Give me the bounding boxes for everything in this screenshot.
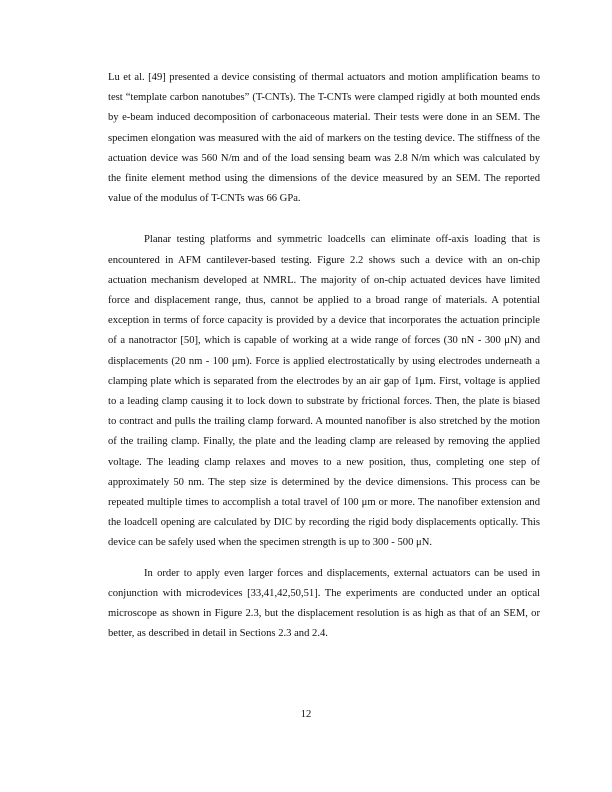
body-text xyxy=(108,68,540,644)
paragraph-planar-testing: Planar testing platforms and symmetric loadcells can eliminate off-axis loading that is encountered in AFM cantilever-based testing. Figure 2.2 shows such a device with an on-chip actuation mechanism developed at NMRL. The majority of on-chip actuated devices have limited force and displacement range, thus, cannot be applied to a broad range of materials. A potential exception in terms of force capacity is provided by a device that incorporates the actuation principle of a nanotractor [50], which is capable of working at a wide range of forces (30 nN - 300 μN) and displacements (20 nm - 100 μm). Force is applied electrostatically by using electrodes underneath a clamping plate which is separated from the electrodes by an air gap of 1μm. First, voltage is applied to a leading clamp causing it to lock down to substrate by frictional forces. Then, the plate is biased to contract and pulls the trailing clamp forward. A mounted nanofiber is also stretched by the motion of the trailing clamp. Finally, the plate and the leading clamp are released by removing the applied voltage. The leading clamp relaxes and moves to a new position, thus, completing one step of approximately 50 nm. The step size is determined by the device dimensions. This process can be repeated multiple times to accomplish a total travel of 100 μm or more. The nanofiber extension and the loadcell opening are calculated by DIC by recording the rigid body displacements optically. This device can be safely used when the specimen strength is up to 300 - 500 μN. xyxy=(108,234,540,549)
paragraph-spacer xyxy=(108,554,540,564)
paragraph-external-actuators: In order to apply even larger forces and displacements, external actuators can be used in conjunction with microdevices [33,41,42,50,51]. The experiments are conducted under an optical microscope as shown in Figure 2.3, but the displacement resolution is as high as that of an SEM, or better, as described in detail in Sections 2.3 and 2.4. xyxy=(108,567,540,640)
paragraph-spacer xyxy=(108,209,540,230)
paragraph-lu-et-al: Lu et al. [49] presented a device consisting of thermal actuators and motion amplification beams to test “template carbon nanotubes” (T-CNTs). The T-CNTs were clamped rigidly at both mounted ends by e-beam induced decomposition of carbonaceous material. Their tests were done in an SEM. The specimen elongation was measured with the aid of markers on the testing device. The stiffness of the actuation device was 560 N/m and of the load sensing beam was 2.8 N/m which was calculated by the finite element method using the dimensions of the device measured by an SEM. The reported value of the modulus of T-CNTs was 66 GPa. xyxy=(108,72,540,205)
page-number: 12 xyxy=(300,709,312,720)
